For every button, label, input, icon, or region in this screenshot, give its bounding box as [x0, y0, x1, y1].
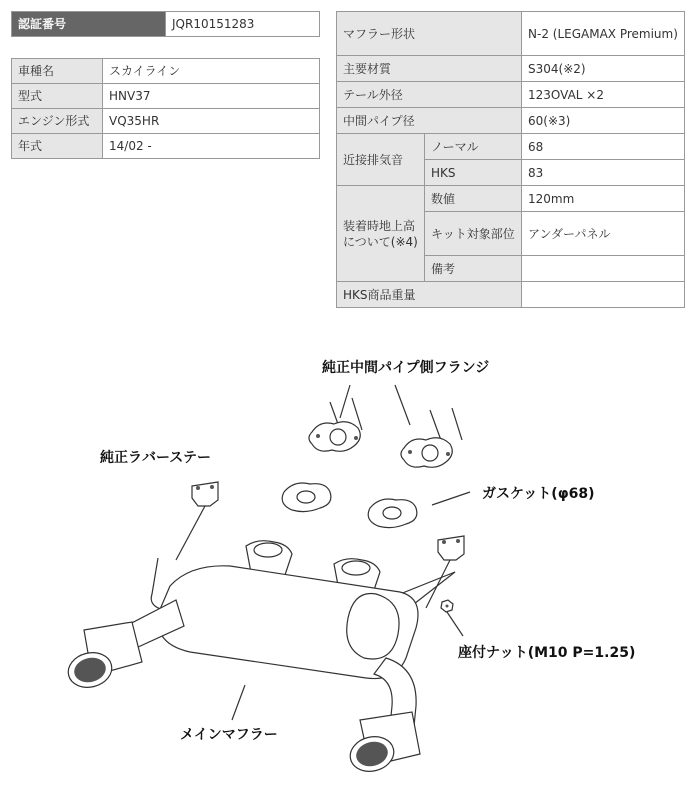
rubber-stay-right [426, 536, 464, 608]
cert-label: 認証番号 [12, 12, 166, 37]
material-label: 主要材質 [337, 56, 522, 82]
car-name-value: スカイライン [103, 59, 320, 84]
remarks-label: 備考 [425, 256, 522, 282]
weight-label: HKS商品重量 [337, 282, 522, 308]
mid-pipe-value: 60(※3) [522, 108, 685, 134]
tail-diameter-value: 123OVAL ×2 [522, 82, 685, 108]
flange-left [309, 398, 362, 451]
muffler-shape-value: N-2 (LEGAMAX Premium) [522, 12, 685, 56]
exhaust-diagram [0, 340, 695, 801]
gasket-label: ガスケット(φ68) [482, 486, 595, 502]
engine-value: VQ35HR [103, 109, 320, 134]
spec-table [336, 11, 685, 308]
model-code-value: HNV37 [103, 84, 320, 109]
normal-label: ノーマル [425, 134, 522, 160]
engine-label: エンジン形式 [12, 109, 103, 134]
material-value: S304(※2) [522, 56, 685, 82]
seat-nut [441, 600, 453, 612]
model-code-label: 型式 [12, 84, 103, 109]
remarks-value [522, 256, 685, 282]
exhaust-sound-label: 近接排気音 [337, 134, 425, 186]
flange-label: 純正中間パイプ側フランジ [322, 360, 490, 376]
vehicle-table [11, 58, 320, 159]
main-muffler-label: メインマフラー [180, 727, 278, 743]
tail-diameter-label: テール外径 [337, 82, 522, 108]
hks-value: 83 [522, 160, 685, 186]
main-muffler [158, 566, 418, 679]
hks-label: HKS [425, 160, 522, 186]
nut-label: 座付ナット(M10 P=1.25) [458, 645, 636, 661]
kit-part-value: アンダーパネル [522, 212, 685, 256]
muffler-shape-label: マフラー形状 [337, 12, 522, 56]
gasket-right [368, 499, 417, 528]
ground-clearance-label: 装着時地上高について(※4) [337, 186, 425, 282]
rubber-stay-label: 純正ラバーステー [100, 450, 212, 466]
flange-right [401, 408, 462, 467]
year-label: 年式 [12, 134, 103, 159]
certification-table [11, 11, 320, 37]
kit-part-label: キット対象部位 [425, 212, 522, 256]
gasket-left [282, 483, 331, 512]
year-value: 14/02 - [103, 134, 320, 159]
mid-pipe-label: 中間パイプ径 [337, 108, 522, 134]
weight-value [522, 282, 685, 308]
rubber-stay-left [176, 482, 218, 560]
normal-value: 68 [522, 134, 685, 160]
clearance-value: 120mm [522, 186, 685, 212]
clearance-value-label: 数値 [425, 186, 522, 212]
car-name-label: 車種名 [12, 59, 103, 84]
tail-pipe-left [65, 600, 184, 692]
cert-value: JQR10151283 [166, 12, 320, 37]
